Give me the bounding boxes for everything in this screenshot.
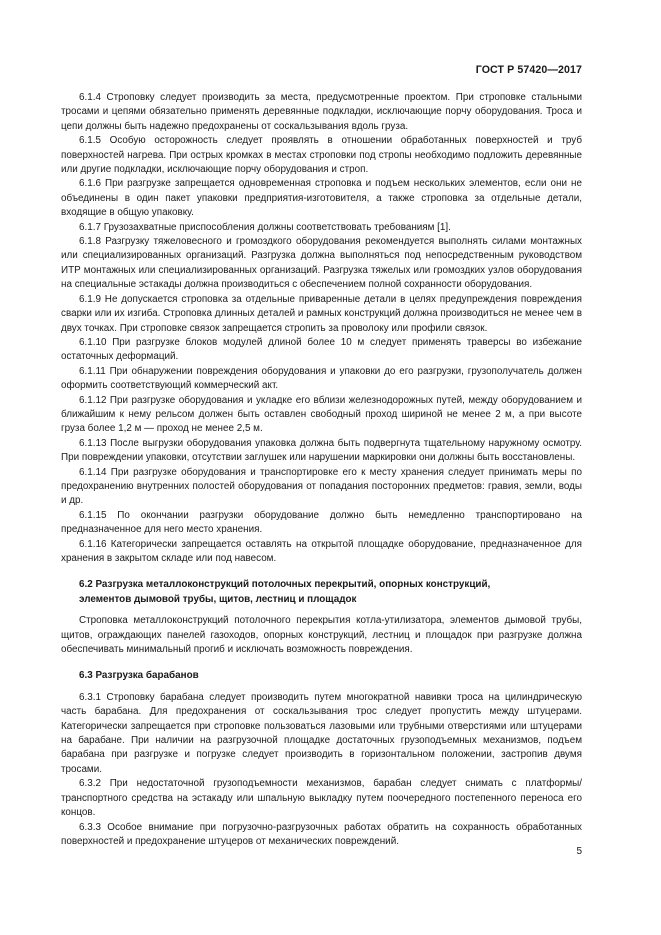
clause-6-3-3: 6.3.3 Особое внимание при погрузочно-разгрузочных работах обратить на сохранность обработанных поверхностей и предохранение штуцеров от механических повреждений. [61,821,582,847]
section-title-line: 6.3 Разгрузка барабанов [79,670,199,682]
clause-6-1-12: 6.1.12 При разгрузке оборудования и укладке его вблизи железнодорожных путей, между оборудованием и ближайшим к нему рельсом должен быть оставлен свободный проход шириной не менее 2 м, а при высоте груза более 1,2 м — проход не менее 2,5 м. [61,394,582,435]
section-6-3-title [61,669,582,683]
section-6-2-title [61,578,582,607]
clause-6-1-4: 6.1.4 Строповку следует производить за места, предусмотренные проектом. При строповке стальными тросами и цепями обязательно применять деревянные подкладки, исключающие порчу оборудования. Троса и цепи должны быть надежно предохранены от соскальзывания вдоль груза. [61,92,582,132]
clause-6-1-15: 6.1.15 По окончании разгрузки оборудование должно быть немедленно транспортировано на предназначенное для него место хранения. [61,509,582,536]
clause-6-1-8: 6.1.8 Разгрузку тяжеловесного и громоздкого оборудования рекомендуется выполнять силами монтажных или специализированных организаций. Разгрузка должна выполняться под непосредственным руководством ИТР монтажных или специализированных организаций. Разгрузка тяжелых или громоздких узлов оборудования на специальные эстакады должна производиться с обеспечением полной сохранности оборудования. [61,236,582,291]
clause-6-1-9: 6.1.9 Не допускается строповка за отдельные приваренные детали в целях предупреждения повреждения сварки или их изгиба. Строповка длинных деталей и рамных конструкций должна производиться не менее чем в двух точках. При строповке связок запрещается стропить за проволоку или профили связок. [61,293,582,334]
clause-6-1-16: 6.1.16 Категорически запрещается оставлять на открытой площадке оборудование, предназначенное для хранения в закрытом складе или под навесом. [61,538,582,564]
section-title-line: элементов дымовой трубы, щитов, лестниц и площадок [79,593,357,605]
section-6-2-paragraph: Строповка металлоконструкций потолочного перекрытия котла-утилизатора, элементов дымовой трубы, щитов, ограждающих панелей газоходов, опорных конструкций, лестниц и площадок при разгрузке должна обеспечивать минимальный прогиб и исключать возможность повреждения. [61,615,582,656]
clause-6-3-2: 6.3.2 При недостаточной грузоподъемности механизмов, барабан следует снимать с платформы/ транспортного средства на эстакаду или шпальную выкладку путем поочередного постепенного переноса его концов. [61,778,582,819]
clause-6-1-13: 6.1.13 После выгрузки оборудования упаковка должна быть подвергнута тщательному наружному осмотру. При повреждении упаковки, отсутствии заглушек или нарушении маркировки они должны быть восстановлены. [61,437,582,464]
page-number: 5 [576,846,582,857]
clause-6-1-11: 6.1.11 При обнаружении повреждения оборудования и упаковки до его разгрузки, грузополучатель должен оформить соответствующий коммерческий акт. [61,365,582,392]
clause-6-1-14: 6.1.14 При разгрузке оборудования и транспортировке его к месту хранения следует принимать меры по предохранению внутренних полостей оборудования от попадания посторонних предметов: гравия, земли, воды и др. [61,466,582,507]
section-6-2 [61,578,582,657]
clause-6-1-5: 6.1.5 Особую осторожность следует проявлять в отношении обработанных поверхностей и труб поверхностей нагрева. При острых кромках в местах строповки под стропы необходимо подложить деревянные или другие подкладки, исключающие порчу оборудования и строп. [61,135,582,176]
clause-6-1-7: 6.1.7 Грузозахватные приспособления должны соответствовать требованиям [1]. [79,221,451,233]
standard-code-header: ГОСТ Р 57420—2017 [475,64,582,76]
clause-6-3-1: 6.3.1 Строповку барабана следует производить путем многократной навивки троса на цилиндрическую часть барабана. Для предохранения от соскальзывания трос следует пропустить между штуцерами. Категорически запрещается при строповке пользоваться лазовыми или трубными отверстиями или штуцерами на барабане. При наличии на разгрузочной площадке достаточных грузоподъемных механизмов, подъем барабана при разгрузке и погрузке следует производить в горизонтальном положении, застропив двумя тросами. [61,691,582,775]
page-content [61,91,582,849]
section-title-line: 6.2 Разгрузка металлоконструкций потолочных перекрытий, опорных конструкций, [79,579,491,591]
clause-6-1-6: 6.1.6 При разгрузке запрещается одновременная строповка и подъем нескольких элементов, если они не объединены в один пакет упаковки предприятия-изготовителя, а также строповка за отдельные детали, входящие в общую упаковку. [61,178,582,219]
clause-6-1-10: 6.1.10 При разгрузке блоков модулей длиной более 10 м следует применять траверсы во избежание остаточных деформаций. [61,336,582,363]
section-6-3 [61,669,582,849]
